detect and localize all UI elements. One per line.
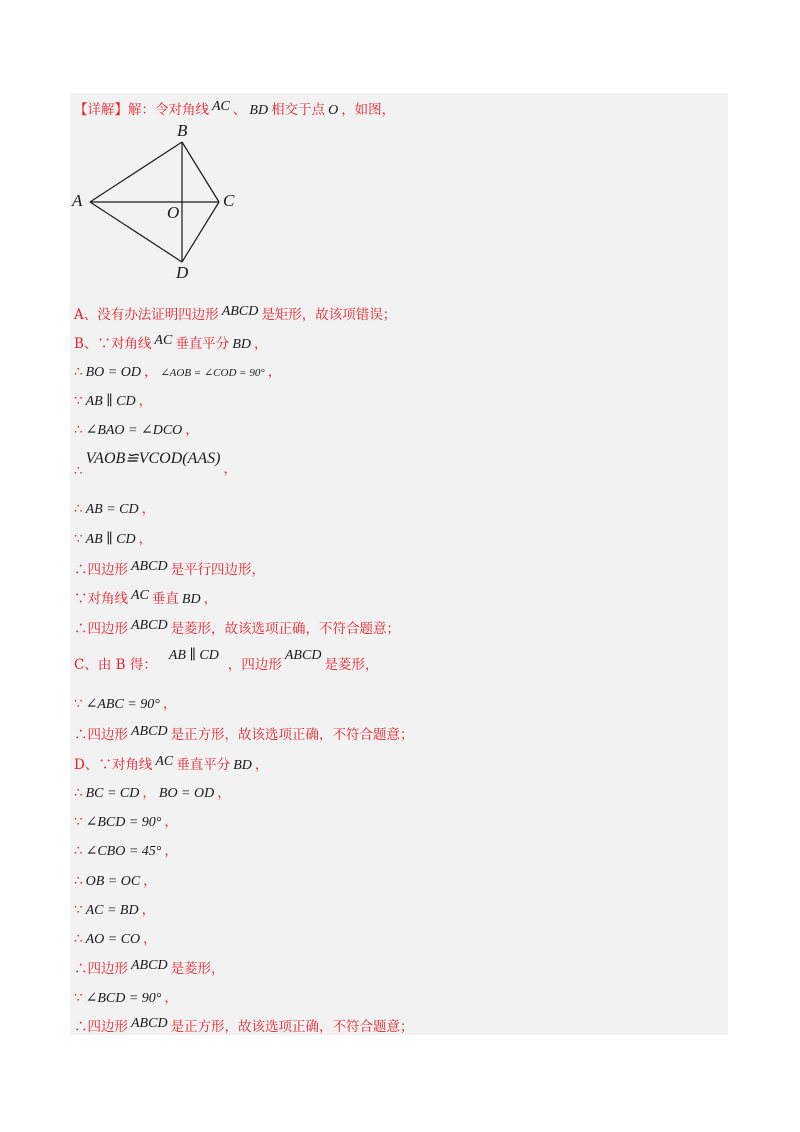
vertex-label-a: A <box>72 191 83 210</box>
vertex-label-b: B <box>177 122 188 140</box>
proof-line: ∴ BC = CD ， BO = OD ， <box>74 785 231 801</box>
proof-line: ∴ OB = OC ， <box>74 873 157 889</box>
proof-line: ∵对角线 AC 垂直 BD ， <box>74 588 218 607</box>
center-label-o: O <box>167 203 180 222</box>
proof-line: ∴四边形 ABCD 是平行四边形， <box>74 559 266 578</box>
option-a-line: A、没有办法证明四边形 ABCD 是矩形，故该项错误； <box>74 304 397 323</box>
option-b-line: B、∵对角线 AC 垂直平分 BD ， <box>74 333 268 352</box>
edge-cd <box>182 202 219 262</box>
proof-line: ∵ ∠ABC = 90° ， <box>74 696 177 712</box>
proof-line: ∴ ∠BAO = ∠DCO ， <box>74 422 199 438</box>
vertex-label-c: C <box>223 191 235 210</box>
congruence-line: ∴VAOB≌VCOD(AAS)， <box>74 450 237 479</box>
option-d-line: D、∵对角线 AC 垂直平分 BD ， <box>74 754 269 773</box>
proof-line: ∵ AB ∥ CD ， <box>74 393 153 409</box>
proof-line: ∵ AB ∥ CD ， <box>74 531 153 547</box>
vertex-label-d: D <box>176 263 189 282</box>
proof-line: ∴ ∠CBO = 45° ， <box>74 843 178 859</box>
edge-ab <box>90 142 182 202</box>
detail-tag: 【详解】 <box>74 102 128 118</box>
proof-line: ∴ AB = CD ， <box>74 501 156 517</box>
proof-line: ∵ AC = BD ， <box>74 902 156 918</box>
proof-line: ∵ ∠BCD = 90° ， <box>74 814 178 830</box>
proof-line: ∴四边形 ABCD 是正方形，故该选项正确，不符合题意； <box>74 724 414 743</box>
edge-bc <box>182 142 219 202</box>
proof-line: ∴ AO = CO ， <box>74 931 157 947</box>
proof-line: ∴四边形 ABCD 是正方形，故该选项正确，不符合题意； <box>74 1016 414 1035</box>
proof-line: ∴ BO = OD ， ∠AOB = ∠COD = 90° ， <box>74 364 282 380</box>
quadrilateral-diagram <box>68 122 248 282</box>
proof-line: ∴四边形 ABCD 是菱形，故该选项正确，不符合题意； <box>74 618 401 637</box>
intro-line: 【详解】解：令对角线 AC 、 BD 相交于点 O ，如图， <box>74 99 396 118</box>
option-c-line: C、由 B 得：AB ∥ CD，四边形ABCD是菱形， <box>74 648 379 673</box>
proof-line: ∴四边形 ABCD 是菱形， <box>74 958 225 977</box>
proof-line: ∵ ∠BCD = 90° ， <box>74 990 178 1006</box>
